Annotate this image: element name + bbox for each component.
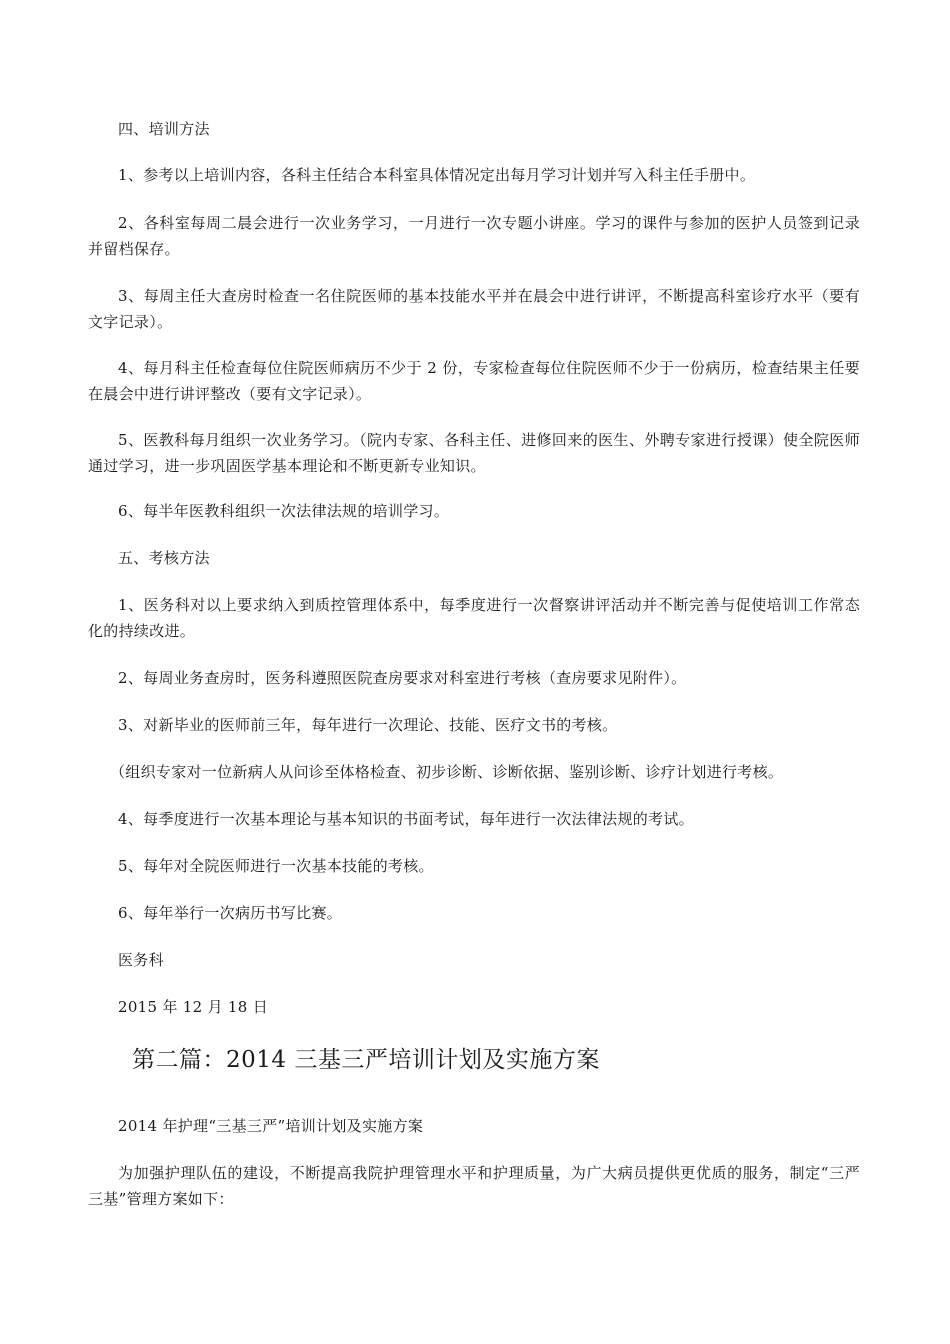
paragraph: 6、每半年医教科组织一次法律法规的培训学习。 xyxy=(118,502,450,520)
heading-assessment-methods: 五、考核方法 xyxy=(118,549,210,567)
paragraph: 4、每季度进行一次基本理论与基本知识的书面考试，每年进行一次法律法规的考试。 xyxy=(118,810,694,828)
paragraph: 3、每周主任大查房时检查一名住院医师的基本技能水平并在晨会中进行讲评，不断提高科室诊疗水平（要有文字记录）。 xyxy=(88,287,860,331)
paragraph: 5、每年对全院医师进行一次基本技能的考核。 xyxy=(118,857,434,875)
paragraph: 2、各科室每周二晨会进行一次业务学习，一月进行一次专题小讲座。学习的课件与参加的医护人员签到记录并留档保存。 xyxy=(88,214,860,258)
paragraph: （组织专家对一位新病人从问诊至体格检查、初步诊断、诊断依据、鉴别诊断、诊疗计划进行考核。 xyxy=(110,763,784,781)
subtitle: 2014 年护理“三基三严”培训计划及实施方案 xyxy=(118,1117,424,1135)
paragraph: 6、每年举行一次病历书写比赛。 xyxy=(118,904,343,922)
section-heading: 第二篇：2014 三基三严培训计划及实施方案 xyxy=(132,1047,600,1073)
paragraph: 5、医教科每月组织一次业务学习。（院内专家、各科主任、进修回来的医生、外聘专家进行授课）使全院医师通过学习，进一步巩固医学基本理论和不断更新专业知识。 xyxy=(88,431,860,475)
paragraph: 为加强护理队伍的建设，不断提高我院护理管理水平和护理质量，为广大病员提供更优质的服务，制定“三严三基”管理方案如下： xyxy=(88,1164,860,1208)
paragraph: 1、医务科对以上要求纳入到质控管理体系中，每季度进行一次督察讲评活动并不断完善与促使培训工作常态化的持续改进。 xyxy=(88,596,860,640)
paragraph: 1、参考以上培训内容，各科主任结合本科室具体情况定出每月学习计划并写入科主任手册中。 xyxy=(118,166,756,184)
paragraph: 3、对新毕业的医师前三年，每年进行一次理论、技能、医疗文书的考核。 xyxy=(118,716,618,734)
paragraph: 4、每月科主任检查每位住院医师病历不少于 2 份，专家检查每位住院医师不少于一份病历，检查结果主任要在晨会中进行讲评整改（要有文字记录）。 xyxy=(88,359,860,403)
signature-date: 2015 年 12 月 18 日 xyxy=(118,998,268,1016)
signature-department: 医务科 xyxy=(118,951,164,969)
heading-training-methods: 四、培训方法 xyxy=(118,120,210,138)
paragraph: 2、每周业务查房时，医务科遵照医院查房要求对科室进行考核（查房要求见附件）。 xyxy=(118,669,687,687)
